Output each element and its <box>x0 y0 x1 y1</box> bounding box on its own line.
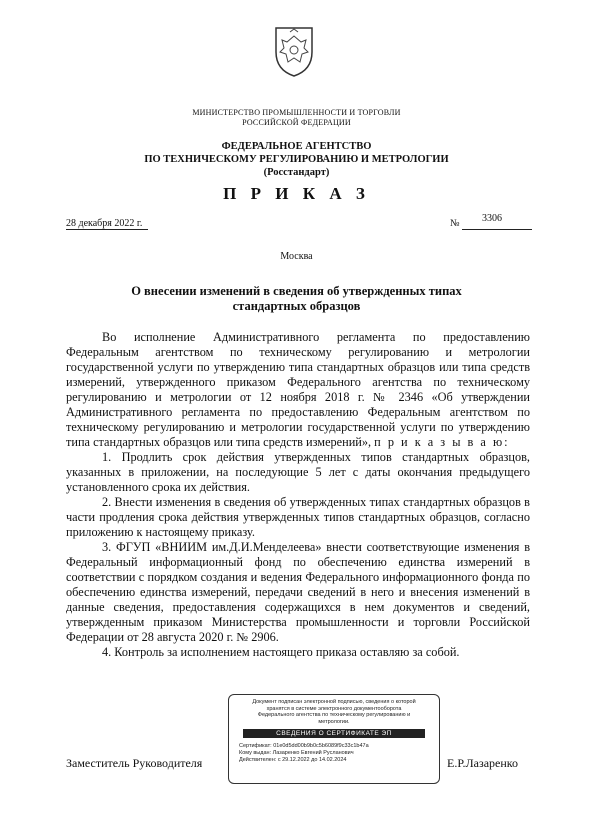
agency-line: ФЕДЕРАЛЬНОЕ АГЕНТСТВО <box>221 141 372 152</box>
title-line: стандартных образцов <box>232 299 361 313</box>
stamp-line: хранятся в системе электронного документооборота <box>266 705 402 712</box>
item-2: 2. Внести изменения в сведения об утвержденных типах стандартных образцов в части продления срока действия утвержденных типов стандартных образцов, согласно приложению к настоящему приказу. <box>66 495 530 539</box>
signer-position: Заместитель Руководителя <box>66 756 203 770</box>
stamp-details <box>229 740 439 767</box>
stamp-line: метрологии. <box>318 718 350 725</box>
item-3: 3. ФГУП «ВНИИМ им.Д.И.Менделеева» внести соответствующие изменения в Федеральный информационный фонд по обеспечению единства измерений в соответствии с порядком создания и ведения Федерального информационного фонда по обеспечению единства измерений, передачи сведений в него и внесения изменений в данные сведения, предоставления содержащихся в нем документов и сведений, утвержденным приказом Министерства промышленности и торговли Российской Федерации от 28 августа 2020 г. № 2906. <box>66 540 530 644</box>
order-number: 3306 <box>482 213 502 224</box>
stamp-line: Документ подписан электронной подписью, сведения о которой <box>252 699 416 705</box>
coat-of-arms-emblem <box>270 22 318 78</box>
title-line: О внесении изменений в сведения об утвержденных типах <box>131 284 462 298</box>
order-date: 28 декабря 2022 г. <box>66 218 143 229</box>
number-underline <box>462 229 532 230</box>
ministry-line: МИНИСТЕРСТВО ПРОМЫШЛЕННОСТИ И ТОРГОВЛИ <box>192 108 401 117</box>
agency-name <box>0 140 593 179</box>
ministry-line: РОССИЙСКОЙ ФЕДЕРАЦИИ <box>242 118 351 127</box>
stamp-owner: Кому выдан: Лазаренко Евгений Русланович <box>239 750 354 756</box>
item-4: 4. Контроль за исполнением настоящего приказа оставляю за собой. <box>102 645 460 659</box>
agency-line: (Росстандарт) <box>263 167 330 178</box>
stamp-notice <box>229 695 439 727</box>
stamp-certificate-header: СВЕДЕНИЯ О СЕРТИФИКАТЕ ЭП <box>243 729 425 738</box>
number-sign: № <box>450 218 460 229</box>
city: Москва <box>280 251 313 262</box>
item-1: 1. Продлить срок действия утвержденных типов стандартных образцов, указанных в приложении, на последующие 5 лет с даты окончания предыдущего установленного срока их действия. <box>66 450 530 494</box>
document-type: П Р И К А З <box>223 184 370 203</box>
intro-text: Во исполнение Административного регламента по предоставлению Федеральным агентством по техническому регулированию и метрологии государственной услуги по утверждению типа стандартных образцов или типа средств измерений, утвержденного приказом Федерального агентства по техническому регулированию и метрологии от 12 ноября 2018 г. № 2346 «Об утверждении Административного регламента по предоставлению Федеральным агентством по техническому регулированию и метрологии государственной услуги по утверждению типа стандартных образцов или типа средств измерений», <box>66 330 530 449</box>
date-underline <box>66 229 148 230</box>
stamp-line: Федерального агентства по техническому регулированию и <box>257 712 411 718</box>
stamp-certificate-id: Сертификат: 01e0d5dd00b9b0c5b6089f9c33c1b47a <box>239 743 369 749</box>
intro-paragraph <box>66 330 530 450</box>
agency-line: ПО ТЕХНИЧЕСКОМУ РЕГУЛИРОВАНИЮ И МЕТРОЛОГИИ <box>144 154 449 165</box>
signer-name: Е.Р.Лазаренко <box>447 756 519 770</box>
stamp-validity: Действителен: с 29.12.2022 до 14.02.2024 <box>239 757 347 763</box>
order-title <box>0 284 593 314</box>
order-word: п р и к а з ы в а ю: <box>374 435 510 449</box>
order-body <box>66 330 530 660</box>
ministry-name <box>0 108 593 128</box>
electronic-signature-stamp <box>228 694 440 784</box>
